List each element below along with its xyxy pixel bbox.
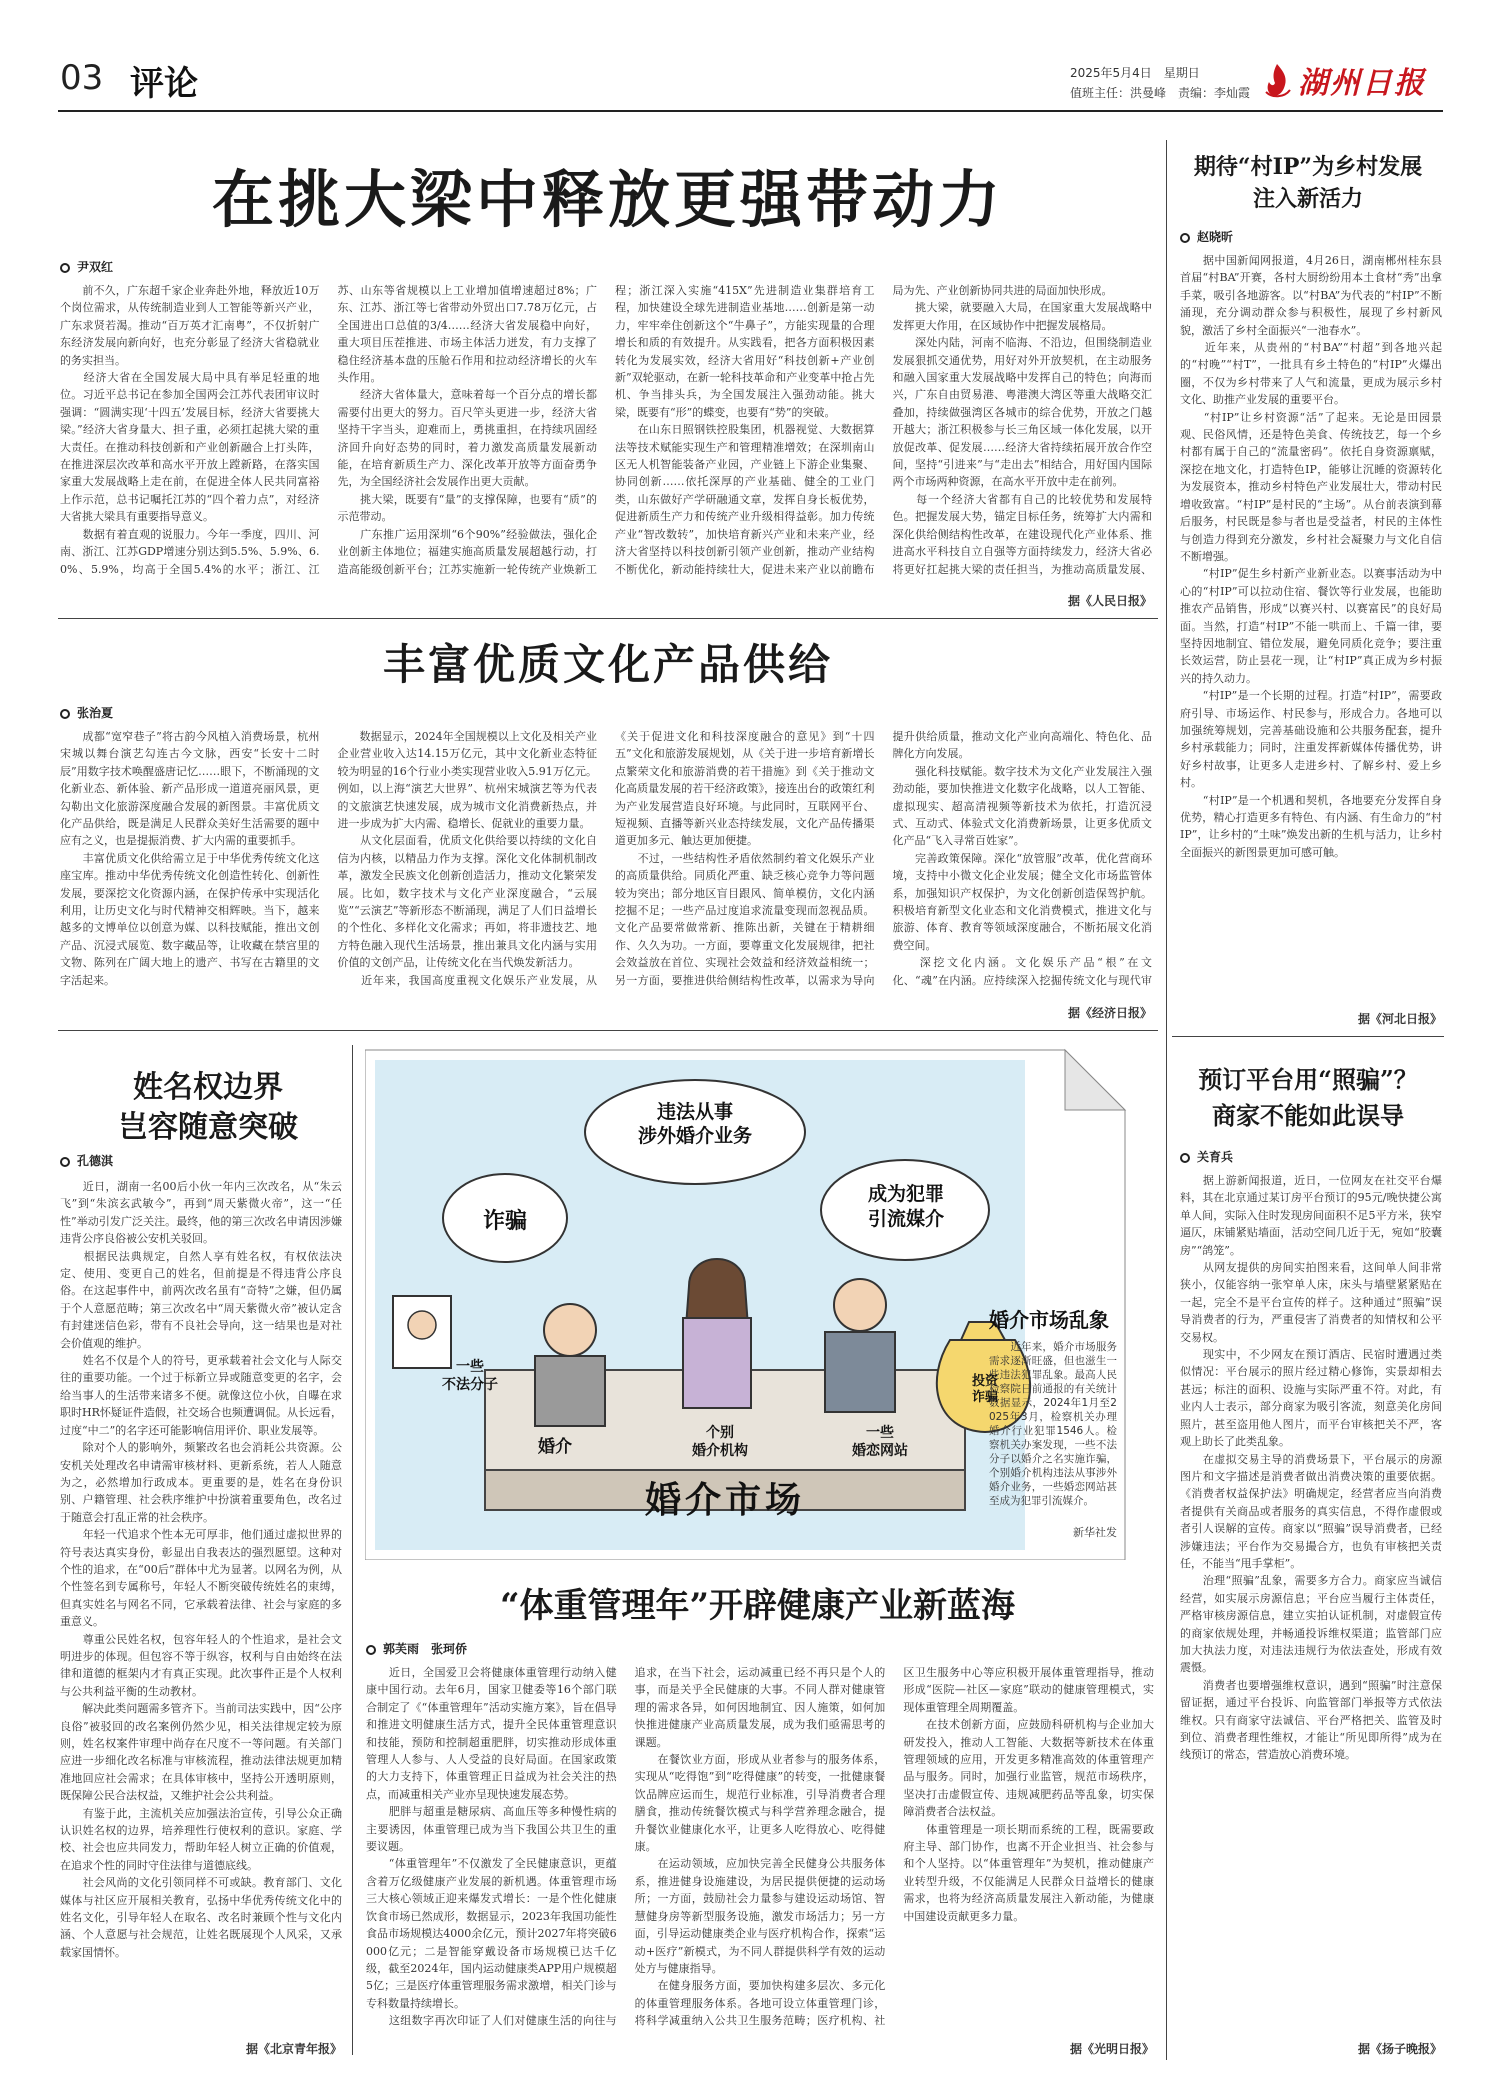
masthead-rule [58, 110, 1443, 112]
cartoon-side-label: 一些 不法分子 [442, 1359, 498, 1393]
cartoon-caption-title: 婚介市场乱象 [989, 1308, 1109, 1332]
right2-title-line2: 商家不能如此误导 [1212, 1101, 1404, 1130]
article3-body: 近日，湖南一名00后小伙一年内三次改名，从“朱云飞”到“朱滨玄武敏今”，再到“周天紫微火帝”，这一“任性”举动引发广泛关注。最终，他的第三次改名申请因涉嫌违背公序良俗被公安机关驳回。 根据民法典规定，自然人享有姓名权，有权依法决定、使用、变更自己的姓名，但前提是不得违背公序良俗。在这起事件中，前两次改名虽有“奇特”之嫌，但仍属于个人意愿范畴；第三次改名中“周天紫微火帝”被认定含有封建迷信色彩，带有不良社会导向，这一结果也是对社会价值观的维护。 姓名不仅是个人的符号，更承载着社会文化与人际交往的重要功能。一个过于标新立异或随意变更的名字，会给当事人的生活带来诸多不便。就像这位小伙，自曝在求职时HR怀疑证件造假，社交场合也频遭调侃。从长远看，过度“中二”的名字还可能影响信用评价、职业发展等。 除对个人的影响外，频繁改名也会消耗公共资源。公安机关处理改名申请需审核材料、更新系统，若人人随意为之，必然增加行政成本。更重要的是，姓名在身份识别、户籍管理、社会秩序维护中扮演着重要角色，改名过于随意会打乱正常的社会秩序。 年轻一代追求个性本无可厚非，他们通过虚拟世界的符号表达真实身份，彰显出自我表达的强烈愿望。这种对个性的追求，在“00后”群体中尤为显著。以网名为例，从个性签名到专属称号，年轻人不断突破传统姓名的束缚，但真实姓名与网名不同，它承载着法律、社会与家庭的多重意义。 尊重公民姓名权，包容年轻人的个性追求，是社会文明进步的体现。但包容不等于纵容，权利与自由始终在法律和道德的框架内才有真正实现。此次事件正是个人权利与公共利益平衡的生动教材。 解决此类问题需多管齐下。当前司法实践中，因“公序良俗”被驳回的改名案例仍然少见，相关法律规定较为原则，姓名权案件审理中尚存在尺度不一等问题。有关部门应进一步细化改名标准与审核流程，推动法律法规更加精准地回应社会需求；在具体审核中，坚持公开透明原则，既保障公民合法权益，又维护社会公共利益。 有鉴于此，主流机关应加强法治宣传，引导公众正确认识姓名权的边界，培养理性行使权利的意识。家庭、学校、社会也应共同发力，帮助年轻人树立正确的价值观，在追求个性的同时守住法律与道德底线。 社会风尚的文化引领同样不可或缺。教育部门、文化媒体与社区应开展相关教育，弘扬中华优秀传统文化中的姓名文化，引导年轻人在取名、改名时兼顾个性与文化内涵、个人意愿与社会规范，让姓名既展现个人风采，又承载家国情怀。 [60, 1180, 342, 1959]
article2-body: 成都“宽窄巷子”将古韵今风植入消费场景，杭州宋城以舞台演艺勾连古今文脉，西安“长安十二时辰”用数字技术唤醒盛唐记忆……眼下，不断涌现的文化新业态、新体验、新产品形成一道道亮丽风景，更勾勒出文化旅游深度融合发展的新图景。丰富优质文化产品供给，既是满足人民群众美好生活需要的题中应有之义，也是提振消费、扩大内需的重要抓手。 丰富优质文化供给需立足于中华优秀传统文化这座宝库。推动中华优秀传统文化创造性转化、创新性发展，要深挖文化资源内涵，在保护传承中实现活化利用，让历史文化与时代精神交相辉映。当下，越来越多的文博单位以创意为媒、以科技赋能，推出文创产品、沉浸式展览、数字藏品等，让收藏在禁宫里的文物、陈列在广阔大地上的遗产、书写在古籍里的文字活起来。 数据显示，2024年全国规模以上文化及相关产业企业营业收入达14.15万亿元，其中文化新业态特征较为明显的16个行业小类实现营业收入5.91万亿元。例如，以上海“演艺大世界”、杭州宋城演艺等为代表的文旅演艺快速发展，成为城市文化消费新热点，并进一步成为扩大内需、稳增长、促就业的重要力量。 从文化层面看，优质文化供给要以持续的文化自信为内核，以精品力作为支撑。深化文化体制机制改革，激发全民族文化创新创造活力，推动文化繁荣发展。比如，数字技术与文化产业深度融合，“云展览”“云演艺”等新形态不断涌现，满足了人们日益增长的个性化、多样化文化需求；再如，将非遗技艺、地方特色融入现代生活场景，推出兼具文化内涵与实用价值的文创产品，让传统文化在当代焕发新活力。 近年来，我国高度重视文化娱乐产业发展，从《关于促进文化和科技深度融合的意见》到“十四五”文化和旅游发展规划，从《关于进一步培育新增长点繁荣文化和旅游消费的若干措施》到《关于推动文化高质量发展的若干经济政策》，接连出台的政策红利为产业发展营造良好环境。与此同时，互联网平台、短视频、直播等新兴业态持续发展，文化产品传播渠道更加多元、触达更加便捷。 不过，一些结构性矛盾依然制约着文化娱乐产业的高质量供给。同质化严重、缺乏核心竞争力等问题较为突出；部分地区盲目跟风、简单模仿，文化内涵挖掘不足；一些产品过度追求流量变现而忽视品质。文化产品要常做常新、推陈出新，关键在于精耕细作、久久为功。一方面，要尊重文化发展规律，把社会效益放在首位、实现社会效益和经济效益相统一；另一方面，要推进供给侧结构性改革，以需求为导向提升供给质量，推动文化产业向高端化、特色化、品牌化方向发展。 强化科技赋能。数字技术为文化产业发展注入强劲动能，要加快推进文化数字化战略，以人工智能、虚拟现实、超高清视频等新技术为依托，打造沉浸式、互动式、体验式文化消费新场景，让更多优质文化产品“飞入寻常百姓家”。 完善政策保障。深化“放管服”改革，优化营商环境，支持中小微文化企业发展；健全文化市场监管体系，加强知识产权保护，为文化创新创造保驾护航。积极培育新型文化业态和文化消费模式，推进文化与旅游、体育、教育等领域深度融合，不断拓展文化消费空间。 深挖文化内涵。文化娱乐产品“根”在文化、“魂”在内涵。应持续深入挖掘传统文化与现代审 [60, 730, 1152, 987]
right1-author: 赵晓昕 [1180, 228, 1233, 245]
article1-author: 尹双红 [60, 258, 113, 275]
right2-author: 关育兵 [1180, 1148, 1233, 1165]
right2-title-line1: 预订平台用“照骗”？ [1198, 1065, 1418, 1094]
cartoon-booth-1: 婚介 [538, 1437, 572, 1457]
article4-author: 郭芙雨 张珂侨 [366, 1640, 467, 1657]
article3-title-line2: 岂容随意突破 [118, 1110, 298, 1145]
article2-author: 张治夏 [60, 704, 113, 721]
cartoon-credit: 新华社发 [1073, 1526, 1117, 1539]
right1-title-line2: 注入新活力 [1252, 186, 1363, 212]
article1-source: 据《人民日报》 [1067, 594, 1152, 608]
cartoon-bubble-top: 违法从事 涉外婚介业务 [637, 1101, 752, 1147]
article4-source: 据《光明日报》 [1069, 2042, 1154, 2056]
paper-logo [1262, 58, 1442, 102]
section-name: 评论 [130, 64, 198, 104]
right1-rule [1172, 1036, 1444, 1037]
cartoon-panel [365, 1040, 1155, 1560]
article3-author: 孔德淇 [60, 1152, 113, 1169]
right-column-divider [1166, 140, 1167, 2060]
figure-right [825, 1279, 895, 1412]
article2-rule [58, 1030, 1158, 1031]
cartoon-caption-body: 近年来，婚介市场服务需求逐渐旺盛，但也滋生一些违法犯罪乱象。最高人民检察院日前通报的有关统计数据显示，2024年1月至2025年3月，检察机关办理婚介行业犯罪1546人。检察机关办案发现，一些不法分子以婚介之名实施诈骗，个别婚介机构违法从事涉外婚介业务，一些婚恋网站甚至成为犯罪引流媒介。 [989, 1341, 1117, 1507]
right1-source: 据《河北日报》 [1357, 1012, 1442, 1026]
issue-date: 2025年5月4日 星期日 [1070, 66, 1200, 80]
article1-body: 前不久，广东超千家企业奔赴外地，释放近10万个岗位需求，从传统制造业到人工智能等新兴产业，广东求贤若渴。推动“百万英才汇南粤”，不仅折射广东经济发展向新向好，也充分彰显了经济大省稳就业的务实担当。 经济大省在全国发展大局中具有举足轻重的地位。习近平总书记在参加全国两会江苏代表团审议时强调：“圆满实现‘十四五’发展目标，经济大省要挑大梁。”经济大省身量大、担子重，必须扛起挑大梁的重大责任。在推动科技创新和产业创新融合上打头阵，在推进深层次改革和高水平开放上蹚新路，在落实国家重大发展战略上走在前，在促进全体人民共同富裕上作示范，总书记嘱托江苏的“四个着力点”，对经济大省挑大梁具有重要指导意义。 数据有着直观的说服力。今年一季度，四川、河南、浙江、江苏GDP增速分别达到5.5%、5.9%、6.0%、5.9%，均高于全国5.4%的水平；浙江、江苏、山东等省规模以上工业增加值增速超过8%；广东、江苏、浙江等七省带动外贸出口7.78万亿元，占全国进出口总值的3/4……经济大省发展稳中向好，重大项目压茬推进、市场主体活力迸发，有力支撑了稳住经济基本盘的压舱石作用和拉动经济增长的火车头作用。 经济大省体量大，意味着每一个百分点的增长都需要付出更大的努力。百尺竿头更进一步，经济大省坚持干字当头，迎难而上，勇挑重担，在持续巩固经济回升向好态势的同时，着力激发高质量发展新动能，在培育新质生产力、深化改革开放等方面奋勇争先，为全国经济社会发展作出更大贡献。 挑大梁，既要有“量”的支撑保障，也要有“质”的示范带动。 广东推广运用深圳“6个90%”经验做法，强化企业创新主体地位；福建实施高质量发展超越行动，打造高能级创新平台；江苏实施新一轮传统产业焕新工程；浙江深入实施“415X”先进制造业集群培育工程，加快建设全球先进制造业基地……创新是第一动力，牢牢牵住创新这个“牛鼻子”，方能实现量的合理增长和质的有效提升。从实践看，把各方面积极因素转化为发展实效，经济大省用好“科技创新+产业创新”双轮驱动，在新一轮科技革命和产业变革中抢占先机、争当排头兵，为全国发展注入强劲动能。挑大梁，既要有“形”的蝶变，也要有“势”的突破。 在山东日照钢铁控股集团，机器视觉、大数据算法等技术赋能实现生产和管理精准增效；在深圳南山区无人机智能装备产业园，产业链上下游企业集聚、协同创新……依托深厚的产业基础、健全的工业门类，山东做好产学研融通文章，发挥自身长板优势，促进新质生产力和传统产业升级相得益彰。加力传统产业“智改数转”，加快培育新兴产业和未来产业，经济大省坚持以科技创新引领产业创新，推动产业结构不断优化，新动能持续壮大，促进未来产业以前瞻布局为先、产业创新协同共进的局面加快形成。 挑大梁，就要融入大局，在国家重大发展战略中发挥更大作用，在区域协作中把握发展格局。 深处内陆，河南不临海、不沿边，但围绕制造业发展狠抓交通优势，用好对外开放契机，在主动服务和融入国家重大发展战略中发挥自己的特色；向海而兴，广东自由贸易港、粤港澳大湾区等重大战略交汇叠加，持续做强湾区各城市的综合优势，开放之门越开越大；浙江积极参与长三角区域一体化发展，以开放促改革、促发展……经济大省持续拓展开放合作空间，坚持“引进来”与“走出去”相结合，用好国内国际两个市场两种资源，在高水平开放中走在前列。 每一个经济大省都有自己的比较优势和发展特色。把握发展大势，锚定目标任务，统筹扩大内需和深化供给侧结构性改革，在建设现代化产业体系、推进高水平科技自立自强等方面持续发力，经济大省必将更好扛起挑大梁的责任担当，为推动高质量发展、 [60, 284, 1152, 576]
cartoon-bag-label: 投资 诈骗 [971, 1374, 998, 1405]
cartoon-booth-3: 一些 婚恋网站 [852, 1425, 908, 1459]
figure-left [535, 1304, 605, 1426]
cartoon-bubble-right: 成为犯罪 引流媒介 [867, 1183, 944, 1230]
article2-title: 丰富优质文化产品供给 [382, 640, 833, 689]
article1-title: 在挑大梁中释放更强带动力 [211, 163, 1004, 236]
article3-divider [352, 1045, 353, 2055]
paper-name: 湖州日报 [1298, 66, 1426, 101]
right2-source: 据《扬子晚报》 [1357, 2042, 1442, 2056]
figure-middle [683, 1259, 751, 1408]
cartoon-booth-2: 个别 婚介机构 [692, 1425, 748, 1459]
right1-body: 据中国新闻网报道，4月26日，湖南郴州桂东县首届“村BA”开赛，各村大厨纷纷用本土食材“秀”出拿手菜，吸引各地游客。以“村BA”为代表的“村IP”不断涌现，充分调动群众参与积极性，展现了乡村新风貌，激活了乡村全面振兴“一池春水”。 近年来，从贵州的“村BA”“村超”到各地兴起的“村晚”“村T”，一批具有乡土特色的“村IP”火爆出圈，不仅为乡村带来了人气和流量，更成为展示乡村文化、助推产业发展的重要平台。 “村IP”让乡村资源“活”了起来。无论是田园景观、民俗风情，还是特色美食、传统技艺，每一个乡村都有属于自己的“流量密码”。依托自身资源禀赋，深挖在地文化，打造特色IP，能够让沉睡的资源转化为发展资本，推动乡村特色产业发展壮大，带动村民增收致富。“村IP”是村民的“主场”。从台前表演到幕后服务，村民既是参与者也是受益者，村民的主体性与创造力得到充分激发，乡村社会凝聚力与文化自信不断增强。 “村IP”促生乡村新产业新业态。以赛事活动为中心的“村IP”可以拉动住宿、餐饮等行业发展，也能助推农产品销售，形成“以赛兴村、以赛富民”的良好局面。当然，打造“村IP”不能一哄而上、千篇一律，要坚持因地制宜、错位发展，避免同质化竞争；要注重长效运营，防止昙花一现，让“村IP”真正成为乡村振兴的持久动力。 “村IP”是一个长期的过程。打造“村IP”，需要政府引导、市场运作、村民参与，形成合力。各地可以加强统筹规划，完善基础设施和公共服务配套，提升乡村承载能力；同时，注重发挥新媒体传播优势，讲好乡村故事，让更多人走进乡村、了解乡村、爱上乡村。 “村IP”是一个机遇和契机，各地要充分发挥自身优势，精心打造更多有特色、有内涵、有生命力的“村IP”，让乡村的“土味”焕发出新的生机与活力，让乡村全面振兴的新图景更加可感可触。 [1180, 254, 1442, 859]
flame-logo-icon [1262, 62, 1292, 98]
article4-title: “体重管理年”开辟健康产业新蓝海 [499, 1586, 1016, 1626]
cartoon-heading: 婚介市场 [644, 1480, 805, 1521]
editor-credits: 值班主任：洪曼峰 责编：李灿霞 [1070, 86, 1251, 100]
article2-source: 据《经济日报》 [1067, 1006, 1152, 1020]
page-number: 03 [60, 58, 104, 98]
article3-title-line1: 姓名权边界 [133, 1070, 283, 1105]
article3-source: 据《北京青年报》 [245, 2042, 342, 2056]
right2-body: 据上游新闻报道，近日，一位网友在社交平台爆料，其在北京通过某订房平台预订的95元/晚快捷公寓单人间，实际入住时发现房间面积不足5平方米，狭窄逼仄，床铺紧贴墙面，活动空间几近于无，宛如“胶囊房”“鸽笼”。 从网友提供的房间实拍图来看，这间单人间非常狭小，仅能容纳一张窄单人床，床头与墙壁紧紧贴在一起，完全不是平台宣传的样子。这种通过“照骗”误导消费者的行为，严重侵害了消费者的知情权和公平交易权。 现实中，不少网友在预订酒店、民宿时遭遇过类似情况：平台展示的照片经过精心修饰，实景却相去甚远；标注的面积、设施与实际严重不符。对此，有业内人士表示，部分商家为吸引客流，刻意美化房间照片，甚至盗用他人图片，而平台审核把关不严，客观上助长了此类乱象。 在虚拟交易主导的消费场景下，平台展示的房源图片和文字描述是消费者做出消费决策的重要依据。《消费者权益保护法》明确规定，经营者应当向消费者提供有关商品或者服务的真实信息，不得作虚假或者引人误解的宣传。商家以“照骗”误导消费者，已经涉嫌违法；平台作为交易撮合方，也负有审核把关责任，不能当“甩手掌柜”。 治理“照骗”乱象，需要多方合力。商家应当诚信经营，如实展示房源信息；平台应当履行主体责任，严格审核房源信息，建立实拍认证机制，对虚假宣传的商家依规处理，并畅通投诉维权渠道；监管部门应加大执法力度，对违法违规行为依法查处，形成有效震慑。 消费者也要增强维权意识，遇到“照骗”时注意保留证据，通过平台投诉、向监管部门举报等方式依法维权。只有商家守法诚信、平台严格把关、监管及时到位、消费者理性维权，才能让“所见即所得”成为在线预订的常态，营造放心消费环境。 [1180, 1174, 1442, 1762]
article1-rule [58, 618, 1158, 619]
right1-title-line1: 期待“村IP”为乡村发展 [1193, 154, 1423, 180]
article4-body: 近日，全国爱卫会将健康体重管理行动纳入健康中国行动。去年6月，国家卫健委等16个部门联合制定了《“体重管理年”活动实施方案》，旨在倡导和推进文明健康生活方式，提升全民体重管理意识和技能，预防和控制超重肥胖，切实推动形成体重管理人人参与、人人受益的良好局面。在国家政策的大力支持下，体重管理正日益成为社会关注的热点，而减重相关产业亦呈现快速发展态势。 肥胖与超重是糖尿病、高血压等多种慢性病的主要诱因，体重管理已成为当下我国公共卫生的重要议题。 “体重管理年”不仅激发了全民健康意识，更蕴含着万亿级健康产业发展的新机遇。体重管理市场三大核心领域正迎来爆发式增长：一是个性化健康饮食市场已然成形，数据显示，2023年我国功能性食品市场规模达4000余亿元，预计2027年将突破6000亿元；二是智能穿戴设备市场规模已达千亿级，截至2024年，国内运动健康类APP用户规模超5亿；三是医疗体重管理服务需求激增，相关门诊与专科数量持续增长。 这组数字再次印证了人们对健康生活的向往与追求，在当下社会，运动减重已经不再只是个人的事，而是关乎全民健康的大事。不同人群对健康管理的需求各异，如何因地制宜、因人施策，如何加快推进健康产业高质量发展，成为我们亟需思考的课题。 在餐饮业方面，形成从业者参与的服务体系，实现从“吃得饱”到“吃得健康”的转变，一批健康餐饮品牌应运而生，规范行业标准，引导消费者合理膳食，推动传统餐饮模式与科学营养理念融合，提升餐饮业健康化水平，让更多人吃得放心、吃得健康。 在运动领域，应加快完善全民健身公共服务体系，推进健身设施建设，为居民提供便捷的运动场所；一方面，鼓励社会力量参与建设运动场馆、智慧健身房等新型服务设施，激发市场活力；另一方面，引导运动健康类企业与医疗机构合作，探索“运动+医疗”新模式，为不同人群提供科学有效的运动处方与健康指导。 在健身服务方面，要加快构建多层次、多元化的体重管理服务体系。各地可设立体重管理门诊，将科学减重纳入公共卫生服务范畴；医疗机构、社区卫生服务中心等应积极开展体重管理指导，推动形成“医院—社区—家庭”联动的健康管理模式，实现体重管理全周期覆盖。 在技术创新方面，应鼓励科研机构与企业加大研发投入，推动人工智能、大数据等新技术在体重管理领域的应用，开发更多精准高效的体重管理产品与服务。同时，加强行业监管，规范市场秩序，坚决打击虚假宣传、违规减肥药品等乱象，切实保障消费者合法权益。 体重管理是一项长期而系统的工程，既需要政府主导、部门协作，也离不开企业担当、社会参与和个人坚持。以“体重管理年”为契机，推动健康产业转型升级，不仅能满足人民群众日益增长的健康需求，也将为经济高质量发展注入新动能，为健康中国建设贡献更多力量。 [366, 1666, 1154, 2028]
cartoon-bubble-left: 诈骗 [482, 1209, 527, 1234]
